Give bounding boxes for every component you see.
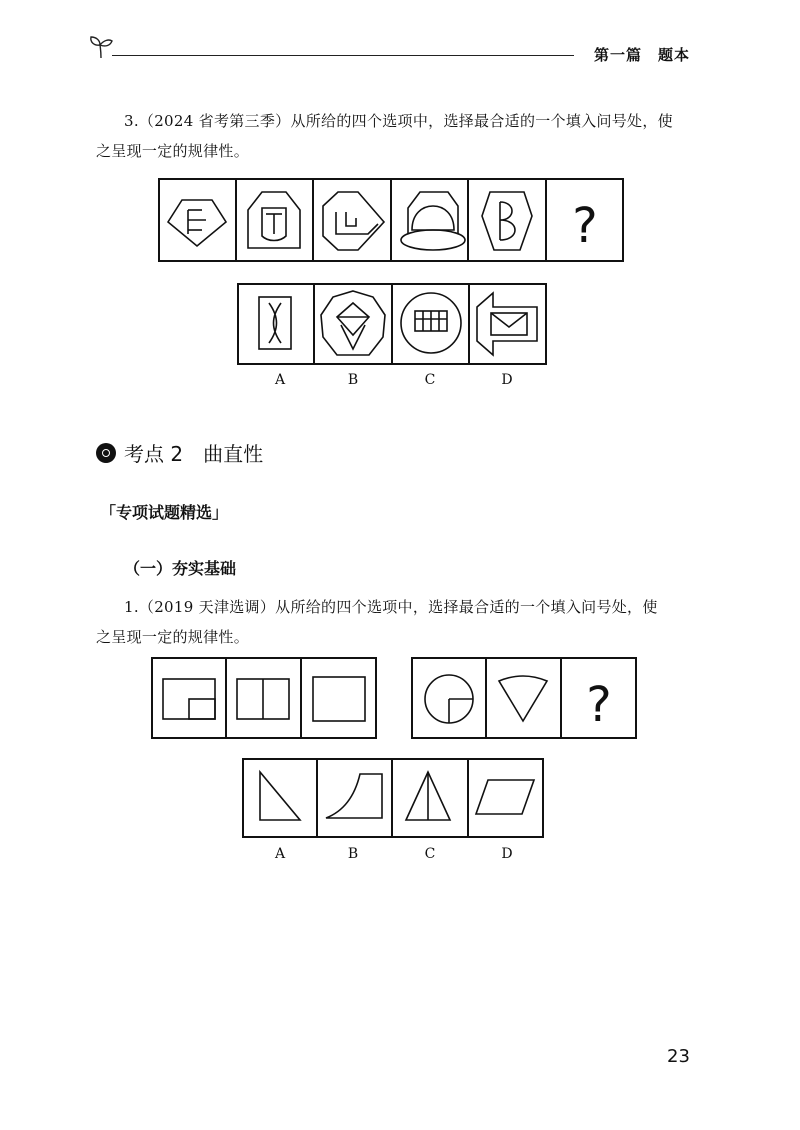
q1-stem-figure-2 — [237, 679, 289, 719]
question1-option-b-label: B — [347, 846, 359, 862]
question3-line1: 3.（2024 省考第三季）从所给的四个选项中，选择最合适的一个填入问号处，使 — [124, 112, 673, 130]
stem-figure-3 — [323, 192, 384, 250]
question1-line1: 1.（2019 天津选调）从所给的四个选项中，选择最合适的一个填入问号处，使 — [124, 598, 658, 616]
header-rule — [112, 55, 574, 56]
stem-figure-5 — [482, 192, 532, 250]
question3-line2: 之呈现一定的规律性。 — [96, 142, 250, 160]
question3-stem-figures — [158, 178, 624, 262]
stem-figure-4 — [401, 192, 465, 250]
question3-option-c-label: C — [424, 372, 436, 388]
page-number: 23 — [667, 1046, 690, 1067]
option-figure-c — [401, 293, 461, 353]
question1-option-figures — [242, 758, 544, 838]
q1-option-figure-d — [476, 780, 534, 814]
question1-stem-left-figures — [151, 657, 377, 739]
option-figure-b — [321, 291, 385, 355]
section-heading — [96, 438, 263, 467]
question3-option-a-label: A — [274, 372, 286, 388]
section-title: 考点 2 曲直性 — [124, 442, 264, 466]
q1-option-figure-a — [260, 772, 300, 820]
subsection-subheading: （一）夯实基础 — [124, 559, 237, 578]
stem-figure-1 — [168, 200, 226, 246]
question1-line2: 之呈现一定的规律性。 — [96, 628, 250, 646]
subsection-heading: 「专项试题精选」 — [100, 503, 229, 522]
q1-option-figure-c — [406, 772, 450, 820]
stem-figure-2 — [248, 192, 300, 248]
question1-option-c-label: C — [424, 846, 436, 862]
q1-stem-figure-5 — [499, 676, 547, 721]
question3-option-figures — [237, 283, 547, 365]
option-figure-a — [259, 297, 291, 349]
question1-option-a-label: A — [274, 846, 286, 862]
option-figure-d — [477, 293, 537, 355]
q1-stem-figure-3 — [313, 677, 365, 721]
q1-stem-figure-1 — [163, 679, 215, 719]
question1-option-d-label: D — [501, 846, 513, 862]
question3-option-d-label: D — [501, 372, 513, 388]
stem-question-mark: ? — [572, 198, 598, 254]
q1-stem-figure-4 — [425, 675, 473, 723]
sprout-icon — [88, 34, 114, 60]
point-badge-icon — [96, 443, 116, 463]
question3-option-b-label: B — [347, 372, 359, 388]
q1-option-figure-b — [326, 774, 382, 818]
header-title: 第一篇 题本 — [594, 46, 691, 64]
q1-stem-question-mark: ? — [586, 677, 612, 733]
question1-stem-right-figures — [411, 657, 637, 739]
